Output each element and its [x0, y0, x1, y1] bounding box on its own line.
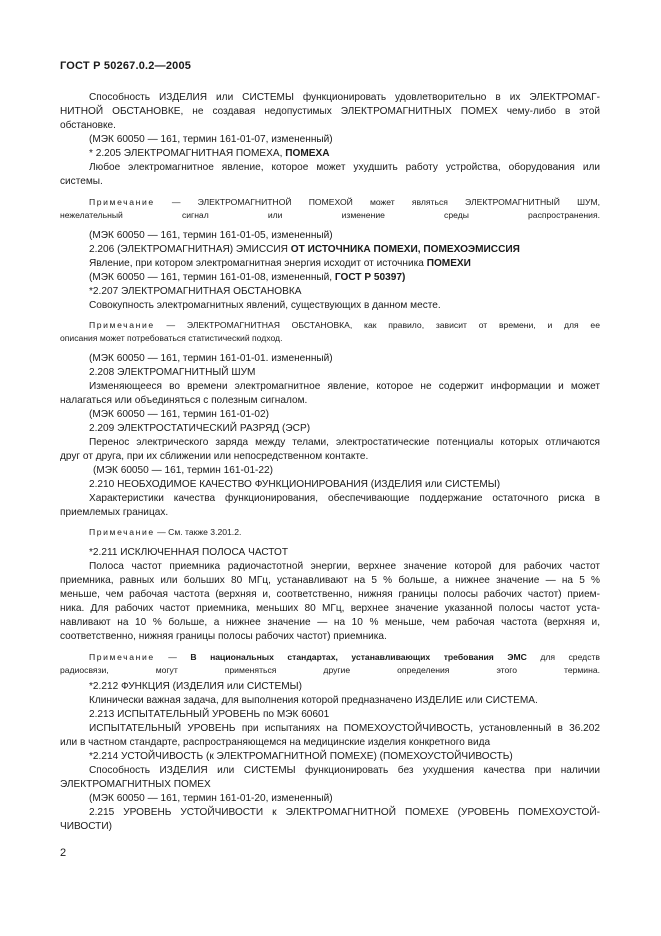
term-line: *2.211 ИСКЛЮЧЕННАЯ ПОЛОСА ЧАСТОТ: [89, 547, 289, 558]
text-line: навливают на 10 % больше, а нижнее значение — на 10 % меньше, чем рабочая частота (верхняя и,: [60, 617, 600, 628]
text-line: или в частном стандарте, распространяющемся на медицинские изделия конкретного вида: [60, 737, 491, 748]
note-line: описания может потребоваться статистический подход.: [60, 333, 283, 343]
text-line: ЭЛЕКТРОМАГНИТНЫХ ПОМЕХ: [60, 779, 211, 790]
note-text: — ЭЛЕКТРОМАГНИТНАЯ ОБСТАНОВКА, как правило, зависит от времени, и для ее: [154, 320, 600, 330]
text-line: приемлемых границах.: [60, 507, 169, 518]
text-line: Способность ИЗДЕЛИЯ или СИСТЕМЫ функционировать без ухудшения качества при наличии: [89, 765, 600, 776]
note-text: —: [154, 652, 191, 662]
note-line: нежелательный сигнал или изменение среды распространения.: [60, 210, 600, 220]
note-line: [89, 651, 600, 664]
line-text: (МЭК 60050 — 161, термин 161-01-08, измененный,: [89, 272, 335, 283]
text-line: (МЭК 60050 — 161, термин 161-01-01. измененный): [89, 353, 333, 364]
term-line: *2.212 ФУНКЦИЯ (ИЗДЕЛИЯ или СИСТЕМЫ): [89, 681, 302, 692]
note-label: Примечание: [89, 652, 155, 662]
text-line: (МЭК 60050 — 161, термин 161-01-07, измененный): [89, 134, 333, 145]
note-line: [89, 319, 600, 332]
text-line: Изменяющееся во времени электромагнитное явление, которое не содержит информации и может: [89, 381, 600, 392]
note-label: Примечание: [89, 197, 155, 207]
text-line: (МЭК 60050 — 161, термин 161-01-02): [89, 409, 270, 420]
text-line: Клинически важная задача, для выполнения которой предназначено ИЗДЕЛИЕ или СИСТЕМА.: [89, 695, 538, 706]
term-line: 2.209 ЭЛЕКТРОСТАТИЧЕСКИЙ РАЗРЯД (ЭСР): [89, 423, 311, 434]
note-text: — См. также 3.201.2.: [154, 527, 242, 537]
term-line: 2.208 ЭЛЕКТРОМАГНИТНЫЙ ШУМ: [89, 367, 256, 378]
term-bold: ОТ ИСТОЧНИКА ПОМЕХИ, ПОМЕХОЭМИССИЯ: [290, 244, 520, 255]
page-number: 2: [60, 847, 67, 859]
note-label: Примечание: [89, 527, 155, 537]
note-text: — ЭЛЕКТРОМАГНИТНОЙ ПОМЕХОЙ может являться ЭЛЕКТРОМАГНИТНЫЙ ШУМ,: [154, 197, 600, 207]
text-line: системы.: [60, 176, 103, 187]
text-line: (МЭК 60050 — 161, термин 161-01-20, измененный): [89, 793, 333, 804]
text-line: Полоса частот приемника радиочастотной энергии, верхнее значение которой для рабочих частот: [89, 561, 600, 572]
text-line: (МЭК 60050 — 161, термин 161-01-05, измененный): [89, 230, 333, 241]
note-bold: В национальных стандартах, устанавливающих требования ЭМС: [190, 652, 527, 662]
document-header: ГОСТ Р 50267.0.2—2005: [60, 60, 192, 72]
term-line: 2.210 НЕОБХОДИМОЕ КАЧЕСТВО ФУНКЦИОНИРОВАНИЯ (ИЗДЕЛИЯ или СИСТЕМЫ): [89, 479, 501, 490]
text-line: ника. Для рабочих частот приемника, меньших 80 МГц, верхнее значение указанной полосы частот уста-: [60, 603, 600, 614]
note-line: [89, 526, 600, 539]
text-line: [89, 271, 600, 284]
text-line: (МЭК 60050 — 161, термин 161-01-22): [93, 465, 274, 476]
note-line: радиосвязи, могут применяться другие определения этого термина.: [60, 665, 600, 675]
term-bold: ПОМЕХА: [285, 148, 330, 159]
text-line: налагаться или объединяться с полезным сигналом.: [60, 395, 308, 406]
text-line: Любое электромагнитное явление, которое может ухудшить работу устройства, оборудования или: [89, 162, 600, 173]
text-line: ИСПЫТАТЕЛЬНЫЙ УРОВЕНЬ при испытаниях на ПОМЕХОУСТОЙЧИВОСТЬ, установленный в 36.202: [89, 723, 600, 734]
term-line: 2.213 ИСПЫТАТЕЛЬНЫЙ УРОВЕНЬ по МЭК 60601: [89, 709, 330, 720]
note-text: для средств: [526, 652, 600, 662]
term-line: [89, 243, 600, 256]
text-line: [89, 257, 600, 270]
text-line: Способность ИЗДЕЛИЯ или СИСТЕМЫ функционировать удовлетворительно в их ЭЛЕКТРОМАГ-: [89, 92, 600, 103]
term-text: 2.206 (ЭЛЕКТРОМАГНИТНАЯ) ЭМИССИЯ: [89, 244, 291, 255]
text-line: Перенос электрического заряда между телами, электростатические потенциалы которых отличаются: [89, 437, 600, 448]
term-text: * 2.205 ЭЛЕКТРОМАГНИТНАЯ ПОМЕХА,: [89, 148, 283, 159]
term-line: *2.214 УСТОЙЧИВОСТЬ (к ЭЛЕКТРОМАГНИТНОЙ ПОМЕХЕ) (ПОМЕХОУСТОЙЧИВОСТЬ): [89, 751, 513, 762]
text-line: НИТНОЙ ОБСТАНОВКЕ, не создавая недопустимых ЭЛЕКТРОМАГНИТНЫХ ПОМЕХ чему-либо в этой: [60, 106, 600, 117]
text-line: Характеристики качества функционирования, обеспечивающие поддержание остаточного риска в: [89, 493, 600, 504]
term-line: 2.215 УРОВЕНЬ УСТОЙЧИВОСТИ к ЭЛЕКТРОМАГНИТНОЙ ПОМЕХЕ (УРОВЕНЬ ПОМЕХОУСТОЙ-: [89, 807, 600, 818]
text-line: обстановке.: [60, 120, 116, 131]
line-bold: ПОМЕХИ: [426, 258, 471, 269]
text-line: приемника, равных или больших 80 МГц, устанавливают на 5 % больше, а нижнее значение — на 5 %: [60, 575, 600, 586]
text-line: меньше, чем рабочая частота (верхняя и, соответственно, нижняя границы полосы рабочих частот) прием-: [60, 589, 600, 600]
term-line: *2.207 ЭЛЕКТРОМАГНИТНАЯ ОБСТАНОВКА: [89, 286, 302, 297]
line-bold: ГОСТ Р 50397): [334, 272, 406, 283]
text-line: Совокупность электромагнитных явлений, существующих в данном месте.: [89, 300, 441, 311]
line-text: Явление, при котором электромагнитная энергия исходит от источника: [89, 258, 427, 269]
text-line: друг от друга, при их сближении или непосредственном контакте.: [60, 451, 369, 462]
text-line: соответственно, нижняя границы полосы рабочих частот) приемника.: [60, 631, 387, 642]
note-label: Примечание: [89, 320, 155, 330]
term-line: ЧИВОСТИ): [60, 821, 112, 832]
term-line: [89, 147, 600, 160]
note-line: [89, 196, 600, 209]
